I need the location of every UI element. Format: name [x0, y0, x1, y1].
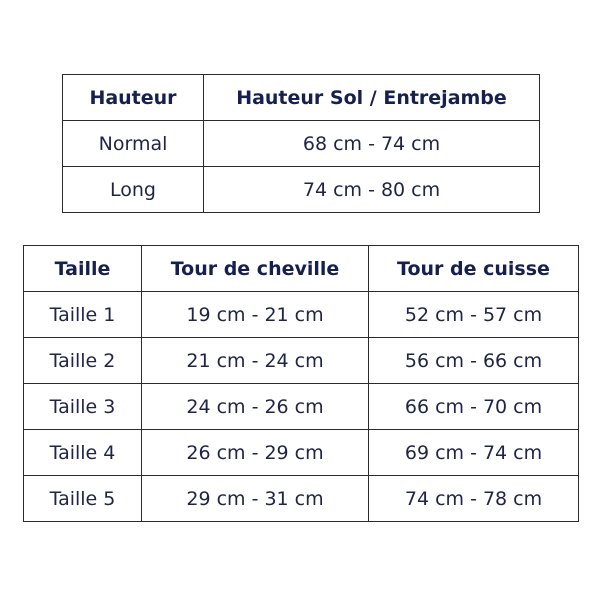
size-name-cell: Taille 4: [24, 430, 142, 476]
height-table: [62, 74, 540, 213]
height-name-cell: Long: [63, 167, 204, 213]
table-row: [24, 430, 579, 476]
thigh-range-cell: 52 cm - 57 cm: [369, 292, 579, 338]
header-hauteur-sol-entrejambe: Hauteur Sol / Entrejambe: [204, 75, 540, 121]
size-name-cell: Taille 2: [24, 338, 142, 384]
ankle-range-cell: 21 cm - 24 cm: [142, 338, 369, 384]
height-name-cell: Normal: [63, 121, 204, 167]
table-row: [63, 167, 540, 213]
header-tour-de-cheville: Tour de cheville: [142, 246, 369, 292]
table-row: [24, 292, 579, 338]
table-row: [63, 121, 540, 167]
size-name-cell: Taille 1: [24, 292, 142, 338]
thigh-range-cell: 56 cm - 66 cm: [369, 338, 579, 384]
ankle-range-cell: 19 cm - 21 cm: [142, 292, 369, 338]
ankle-range-cell: 26 cm - 29 cm: [142, 430, 369, 476]
size-table-header-row: [24, 246, 579, 292]
height-table-header-row: [63, 75, 540, 121]
table-row: [24, 338, 579, 384]
table-row: [24, 476, 579, 522]
thigh-range-cell: 69 cm - 74 cm: [369, 430, 579, 476]
height-range-cell: 74 cm - 80 cm: [204, 167, 540, 213]
size-table: [23, 245, 579, 522]
thigh-range-cell: 66 cm - 70 cm: [369, 384, 579, 430]
ankle-range-cell: 24 cm - 26 cm: [142, 384, 369, 430]
size-name-cell: Taille 3: [24, 384, 142, 430]
header-hauteur: Hauteur: [63, 75, 204, 121]
header-tour-de-cuisse: Tour de cuisse: [369, 246, 579, 292]
height-range-cell: 68 cm - 74 cm: [204, 121, 540, 167]
thigh-range-cell: 74 cm - 78 cm: [369, 476, 579, 522]
table-row: [24, 384, 579, 430]
header-taille: Taille: [24, 246, 142, 292]
size-name-cell: Taille 5: [24, 476, 142, 522]
ankle-range-cell: 29 cm - 31 cm: [142, 476, 369, 522]
